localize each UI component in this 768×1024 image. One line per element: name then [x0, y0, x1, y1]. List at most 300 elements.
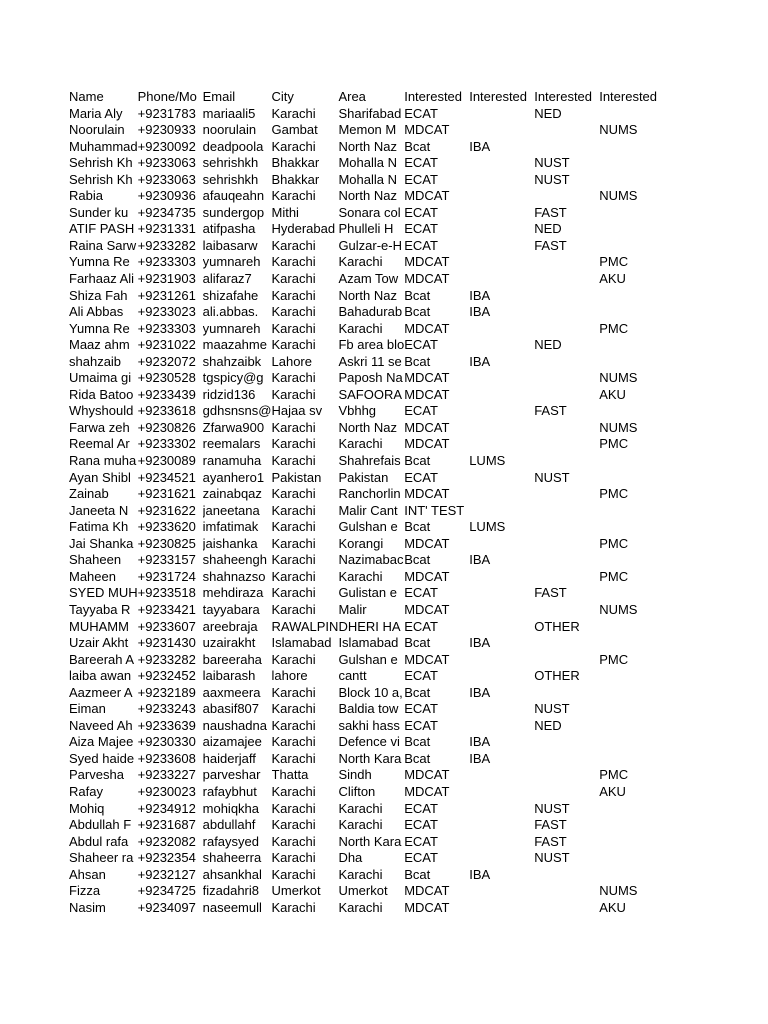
- cell-interested-4: [599, 751, 664, 768]
- cell-area: Paposh Na: [338, 370, 403, 386]
- cell-area: Karachi: [338, 254, 383, 270]
- table-row: [69, 718, 664, 735]
- cell-interested-4: [599, 354, 664, 371]
- cell-interested-4: [599, 734, 664, 751]
- cell-interested-4: [599, 304, 664, 321]
- cell-interested-4: [599, 867, 664, 884]
- cell-interested-4: NUMS: [599, 883, 638, 899]
- cell-phone: +9231621: [137, 486, 196, 502]
- cell-interested-1: Bcat: [404, 304, 431, 320]
- cell-interested-3: NUST: [534, 469, 570, 485]
- cell-interested-1: MDCAT: [404, 188, 450, 204]
- table-row: [69, 751, 664, 768]
- cell-city: Bhakkar: [271, 171, 320, 187]
- cell-phone: +9230528: [137, 370, 196, 386]
- cell-area: Korangi: [338, 535, 384, 551]
- cell-interested-4: PMC: [599, 651, 629, 667]
- cell-area: cantt: [338, 668, 367, 684]
- cell-area: North Kara: [338, 750, 402, 766]
- cell-interested-1: ECAT: [404, 171, 438, 187]
- cell-area: Askri 11 se: [338, 353, 402, 369]
- cell-interested-3: [534, 751, 599, 768]
- table-row: [69, 867, 664, 884]
- cell-interested-2: [469, 585, 534, 602]
- table-row: [69, 453, 664, 470]
- cell-interested-2: [469, 701, 534, 718]
- cell-interested-2: IBA: [469, 734, 491, 750]
- cell-interested-2: [469, 619, 534, 636]
- cell-interested-1: INT' TEST: [404, 502, 465, 518]
- cell-interested-3: [534, 552, 599, 569]
- cell-interested-3: [534, 486, 599, 503]
- cell-interested-3: [534, 767, 599, 784]
- cell-interested-3: [534, 900, 599, 917]
- cell-interested-2: [469, 503, 534, 520]
- cell-email: shahnazso: [202, 568, 266, 584]
- cell-interested-3: [534, 420, 599, 437]
- cell-email: areebraja: [202, 618, 258, 634]
- cell-phone: +9231622: [137, 502, 196, 518]
- cell-interested-3: FAST: [534, 237, 567, 253]
- cell-interested-1: MDCAT: [404, 651, 450, 667]
- cell-name: Aazmeer A: [69, 684, 133, 700]
- cell-email: laibarash: [202, 668, 256, 684]
- cell-name: Maria Aly: [69, 105, 123, 121]
- cell-area: Defence vi: [338, 734, 400, 750]
- cell-interested-2: [469, 817, 534, 834]
- cell-interested-1: MDCAT: [404, 320, 450, 336]
- table-row: [69, 585, 664, 602]
- cell-interested-2: LUMS: [469, 453, 506, 469]
- cell-phone: +9232189: [137, 684, 196, 700]
- cell-phone: +9232072: [137, 353, 196, 369]
- cell-name: Naveed Ah: [69, 717, 133, 733]
- cell-interested-4: [599, 817, 664, 834]
- cell-interested-1: ECAT: [404, 668, 438, 684]
- cell-phone: +9231687: [137, 817, 196, 833]
- cell-interested-4: PMC: [599, 486, 629, 502]
- cell-phone: +9231261: [137, 287, 196, 303]
- cell-phone: +9234912: [137, 800, 196, 816]
- cell-name: Ayan Shibl: [69, 469, 131, 485]
- cell-area: Malir: [338, 601, 367, 617]
- cell-name: Nasim: [69, 899, 106, 915]
- cell-city: Karachi: [271, 552, 316, 568]
- cell-interested-4: PMC: [599, 320, 629, 336]
- cell-name: Sehrish Kh: [69, 155, 133, 171]
- table-row: [69, 288, 664, 305]
- cell-area: North Kara: [338, 833, 402, 849]
- cell-city: Islamabad: [271, 635, 332, 651]
- cell-interested-4: [599, 850, 664, 867]
- cell-area: Ranchorlin: [338, 486, 401, 502]
- table-row: [69, 420, 664, 437]
- cell-city: Mithi: [271, 204, 299, 220]
- cell-interested-4: [599, 470, 664, 487]
- cell-name: Muhammad: [69, 138, 138, 154]
- table-row: [69, 817, 664, 834]
- table-row: [69, 205, 664, 222]
- cell-interested-3: FAST: [534, 204, 567, 220]
- cell-interested-2: [469, 436, 534, 453]
- cell-city: Karachi: [271, 138, 316, 154]
- table-row: [69, 304, 664, 321]
- cell-interested-3: [534, 271, 599, 288]
- cell-area: Gulshan e: [338, 519, 398, 535]
- cell-area: Mohalla N: [338, 171, 397, 187]
- cell-interested-2: [469, 470, 534, 487]
- cell-name: Farhaaz Ali: [69, 271, 135, 287]
- cell-interested-1: ECAT: [404, 850, 438, 866]
- cell-phone: +9234735: [137, 204, 196, 220]
- cell-interested-2: IBA: [469, 304, 491, 320]
- cell-area: SAFOORA: [338, 386, 403, 402]
- cell-email: imfatimak: [202, 519, 259, 535]
- cell-interested-3: NED: [534, 105, 562, 121]
- cell-name: Abdullah F: [69, 817, 132, 833]
- cell-phone: +9231903: [137, 271, 196, 287]
- cell-name: Fatima Kh: [69, 519, 129, 535]
- cell-city: Karachi: [271, 701, 316, 717]
- cell-email: mohiqkha: [202, 800, 260, 816]
- cell-name: Shaheer ra: [69, 850, 134, 866]
- cell-interested-1: MDCAT: [404, 568, 450, 584]
- cell-interested-1: ECAT: [404, 155, 438, 171]
- cell-email: uzairakht: [202, 635, 256, 651]
- cell-name: laiba awan: [69, 668, 132, 684]
- cell-email: shaheerra: [202, 850, 262, 866]
- cell-name: SYED MUH: [69, 585, 138, 601]
- table-row: [69, 602, 664, 619]
- cell-interested-1: ECAT: [404, 221, 438, 237]
- cell-phone: +9233639: [137, 717, 196, 733]
- header-row: [69, 89, 664, 106]
- cell-interested-4: NUMS: [599, 370, 638, 386]
- cell-interested-4: [599, 585, 664, 602]
- cell-name: Eiman: [69, 701, 106, 717]
- cell-phone: +9233282: [137, 237, 196, 253]
- cell-email: shaheengh: [202, 552, 267, 568]
- cell-email: laibasarw: [202, 237, 258, 253]
- cell-area: Block 10 a,: [338, 684, 403, 700]
- cell-interested-3: [534, 867, 599, 884]
- cell-name: Parvesha: [69, 767, 124, 783]
- cell-city: Karachi: [271, 502, 316, 518]
- cell-city: Karachi: [271, 337, 316, 353]
- cell-city: Karachi: [271, 436, 316, 452]
- cell-email: afauqeahn: [202, 188, 265, 204]
- table-row: [69, 238, 664, 255]
- cell-name: Fizza: [69, 883, 101, 899]
- cell-interested-4: [599, 337, 664, 354]
- table-row: [69, 536, 664, 553]
- table-row: [69, 254, 664, 271]
- cell-interested-1: ECAT: [404, 237, 438, 253]
- table-row: [69, 519, 664, 536]
- cell-name: Ali Abbas: [69, 304, 124, 320]
- cell-email: fizadahri8: [202, 883, 260, 899]
- cell-interested-1: MDCAT: [404, 899, 450, 915]
- cell-name: shahzaib: [69, 353, 122, 369]
- cell-area: DHERI HA: [338, 618, 401, 634]
- cell-name: Maheen: [69, 568, 116, 584]
- cell-email: abasif807: [202, 701, 260, 717]
- cell-name: Rana muha: [69, 453, 137, 469]
- table-row: [69, 139, 664, 156]
- cell-email: abdullahf: [202, 817, 256, 833]
- cell-name: ATIF PASH: [69, 221, 135, 237]
- table-row: [69, 784, 664, 801]
- cell-area: North Naz: [338, 138, 397, 154]
- cell-interested-1: ECAT: [404, 833, 438, 849]
- cell-phone: +9233227: [137, 767, 196, 783]
- cell-email: sundergop: [202, 204, 265, 220]
- cell-email: naushadna: [202, 717, 267, 733]
- cell-area: Karachi: [338, 436, 383, 452]
- cell-interested-1: MDCAT: [404, 601, 450, 617]
- cell-interested-2: IBA: [469, 287, 491, 303]
- cell-interested-1: MDCAT: [404, 370, 450, 386]
- cell-phone: +9233302: [137, 436, 196, 452]
- cell-city: Karachi: [271, 585, 316, 601]
- cell-email: shizafahe: [202, 287, 259, 303]
- cell-interested-2: [469, 767, 534, 784]
- cell-interested-2: [469, 718, 534, 735]
- cell-phone: +9233063: [137, 155, 196, 171]
- cell-phone: +9234725: [137, 883, 196, 899]
- cell-interested-2: IBA: [469, 635, 491, 651]
- cell-name: Rafay: [69, 783, 103, 799]
- cell-area: Nazimabac: [338, 552, 404, 568]
- table-row: [69, 685, 664, 702]
- cell-interested-4: [599, 619, 664, 636]
- cell-email: maazahme: [202, 337, 267, 353]
- cell-city: Karachi: [271, 188, 316, 204]
- cell-interested-4: [599, 834, 664, 851]
- cell-interested-3: [534, 536, 599, 553]
- cell-interested-2: [469, 106, 534, 123]
- cell-email: yumnareh: [202, 254, 261, 270]
- cell-city: Karachi: [271, 535, 316, 551]
- cell-interested-2: IBA: [469, 684, 491, 700]
- cell-interested-3: NUST: [534, 800, 570, 816]
- cell-city: Karachi: [271, 817, 316, 833]
- cell-interested-1: MDCAT: [404, 436, 450, 452]
- table-row: [69, 701, 664, 718]
- table-row: [69, 850, 664, 867]
- cell-phone: +9232354: [137, 850, 196, 866]
- cell-interested-2: [469, 834, 534, 851]
- cell-phone: +9233620: [137, 519, 196, 535]
- cell-interested-3: [534, 652, 599, 669]
- cell-interested-3: FAST: [534, 817, 567, 833]
- cell-interested-2: [469, 337, 534, 354]
- cell-email: naseemull: [202, 899, 262, 915]
- cell-interested-1: ECAT: [404, 585, 438, 601]
- cell-interested-3: [534, 734, 599, 751]
- cell-phone: +9233618: [137, 403, 196, 419]
- header-interested-3: Interested: [534, 89, 593, 104]
- cell-interested-4: [599, 106, 664, 123]
- cell-city: Thatta: [271, 767, 309, 783]
- cell-phone: +9234097: [137, 899, 196, 915]
- header-interested-4: Interested: [599, 89, 658, 104]
- cell-interested-1: MDCAT: [404, 122, 450, 138]
- cell-city: Karachi: [271, 783, 316, 799]
- cell-interested-2: [469, 569, 534, 586]
- cell-city: Karachi: [271, 287, 316, 303]
- cell-email: ali.abbas.: [202, 304, 259, 320]
- cell-interested-1: MDCAT: [404, 535, 450, 551]
- cell-interested-4: PMC: [599, 535, 629, 551]
- cell-interested-4: [599, 685, 664, 702]
- cell-city: Karachi: [271, 833, 316, 849]
- table-row: [69, 470, 664, 487]
- cell-name: Jai Shanka: [69, 535, 134, 551]
- cell-city: Umerkot: [271, 883, 321, 899]
- cell-interested-1: Bcat: [404, 287, 431, 303]
- cell-interested-4: PMC: [599, 436, 629, 452]
- cell-interested-2: [469, 652, 534, 669]
- cell-phone: +9230330: [137, 734, 196, 750]
- cell-interested-1: MDCAT: [404, 767, 450, 783]
- cell-interested-3: OTHER: [534, 618, 580, 634]
- cell-interested-1: Bcat: [404, 866, 431, 882]
- cell-interested-2: [469, 486, 534, 503]
- cell-interested-1: Bcat: [404, 138, 431, 154]
- cell-city: Karachi: [271, 419, 316, 435]
- cell-phone: +9230023: [137, 783, 196, 799]
- cell-name: Maaz ahm: [69, 337, 130, 353]
- cell-city: Karachi: [271, 370, 316, 386]
- cell-interested-1: Bcat: [404, 635, 431, 651]
- cell-interested-3: [534, 602, 599, 619]
- cell-area: Malir Cant: [338, 502, 398, 518]
- cell-interested-4: [599, 519, 664, 536]
- cell-city: Hyderabad: [271, 221, 336, 237]
- cell-phone: +9231331: [137, 221, 196, 237]
- table-row: [69, 734, 664, 751]
- cell-city: lahore: [271, 668, 308, 684]
- cell-interested-4: NUMS: [599, 601, 638, 617]
- cell-email: ahsankhal: [202, 866, 262, 882]
- cell-interested-1: MDCAT: [404, 783, 450, 799]
- cell-interested-4: [599, 288, 664, 305]
- cell-interested-2: [469, 883, 534, 900]
- cell-interested-3: NUST: [534, 701, 570, 717]
- cell-interested-4: PMC: [599, 767, 629, 783]
- cell-name: Rabia: [69, 188, 103, 204]
- cell-interested-1: MDCAT: [404, 386, 450, 402]
- cell-interested-1: ECAT: [404, 337, 438, 353]
- cell-interested-4: [599, 403, 664, 420]
- cell-interested-3: [534, 304, 599, 321]
- cell-interested-3: FAST: [534, 403, 567, 419]
- table-row: [69, 652, 664, 669]
- cell-email: rafaybhut: [202, 783, 257, 799]
- cell-interested-3: FAST: [534, 833, 567, 849]
- cell-city: Karachi: [271, 717, 316, 733]
- cell-interested-1: ECAT: [404, 701, 438, 717]
- cell-interested-1: Bcat: [404, 734, 431, 750]
- cell-interested-3: NUST: [534, 155, 570, 171]
- cell-interested-4: NUMS: [599, 419, 638, 435]
- cell-city: Karachi: [271, 568, 316, 584]
- table-row: [69, 271, 664, 288]
- cell-interested-2: [469, 784, 534, 801]
- cell-email: noorulain: [202, 122, 257, 138]
- cell-interested-2: [469, 387, 534, 404]
- cell-interested-4: NUMS: [599, 122, 638, 138]
- cell-interested-1: ECAT: [404, 817, 438, 833]
- cell-area: North Naz: [338, 419, 397, 435]
- cell-interested-3: [534, 635, 599, 652]
- cell-email: ayanhero1: [202, 469, 265, 485]
- cell-interested-4: AKU: [599, 386, 626, 402]
- cell-interested-1: MDCAT: [404, 254, 450, 270]
- cell-name: Bareerah A: [69, 651, 135, 667]
- cell-phone: +9232127: [137, 866, 196, 882]
- cell-interested-2: [469, 254, 534, 271]
- cell-name: Shiza Fah: [69, 287, 128, 303]
- cell-interested-2: [469, 122, 534, 139]
- cell-interested-1: MDCAT: [404, 271, 450, 287]
- cell-city: Karachi: [271, 651, 316, 667]
- cell-interested-1: Bcat: [404, 453, 431, 469]
- cell-interested-4: [599, 701, 664, 718]
- cell-city: Pakistan: [271, 469, 322, 485]
- cell-area: Mohalla N: [338, 155, 397, 171]
- cell-city: Karachi: [271, 320, 316, 336]
- cell-interested-4: PMC: [599, 568, 629, 584]
- table-row: [69, 834, 664, 851]
- cell-interested-3: [534, 685, 599, 702]
- table-row: [69, 767, 664, 784]
- cell-interested-2: [469, 602, 534, 619]
- cell-email: janeetana: [202, 502, 260, 518]
- cell-email: alifaraz7: [202, 271, 252, 287]
- cell-interested-1: MDCAT: [404, 419, 450, 435]
- cell-interested-3: [534, 784, 599, 801]
- cell-interested-1: Bcat: [404, 519, 431, 535]
- cell-interested-2: [469, 188, 534, 205]
- cell-city: Hajaa sv: [271, 403, 323, 419]
- cell-area: North Naz: [338, 287, 397, 303]
- cell-interested-2: [469, 238, 534, 255]
- cell-area: Clifton: [338, 783, 376, 799]
- cell-interested-2: [469, 668, 534, 685]
- cell-phone: +9233439: [137, 386, 196, 402]
- cell-name: Yumna Re: [69, 320, 130, 336]
- cell-name: Yumna Re: [69, 254, 130, 270]
- cell-interested-4: AKU: [599, 271, 626, 287]
- cell-area: Pakistan: [338, 469, 389, 485]
- cell-email: sehrishkh: [202, 171, 259, 187]
- cell-interested-2: [469, 420, 534, 437]
- table-row: [69, 801, 664, 818]
- cell-interested-4: [599, 503, 664, 520]
- cell-phone: +9233421: [137, 601, 196, 617]
- cell-city: Lahore: [271, 353, 312, 369]
- cell-interested-1: Bcat: [404, 552, 431, 568]
- cell-phone: +9230092: [137, 138, 196, 154]
- cell-interested-4: PMC: [599, 254, 629, 270]
- table-row: [69, 569, 664, 586]
- cell-area: Shahrefais: [338, 453, 401, 469]
- cell-email: reemalars: [202, 436, 261, 452]
- cell-name: Janeeta N: [69, 502, 129, 518]
- cell-city: Karachi: [271, 601, 316, 617]
